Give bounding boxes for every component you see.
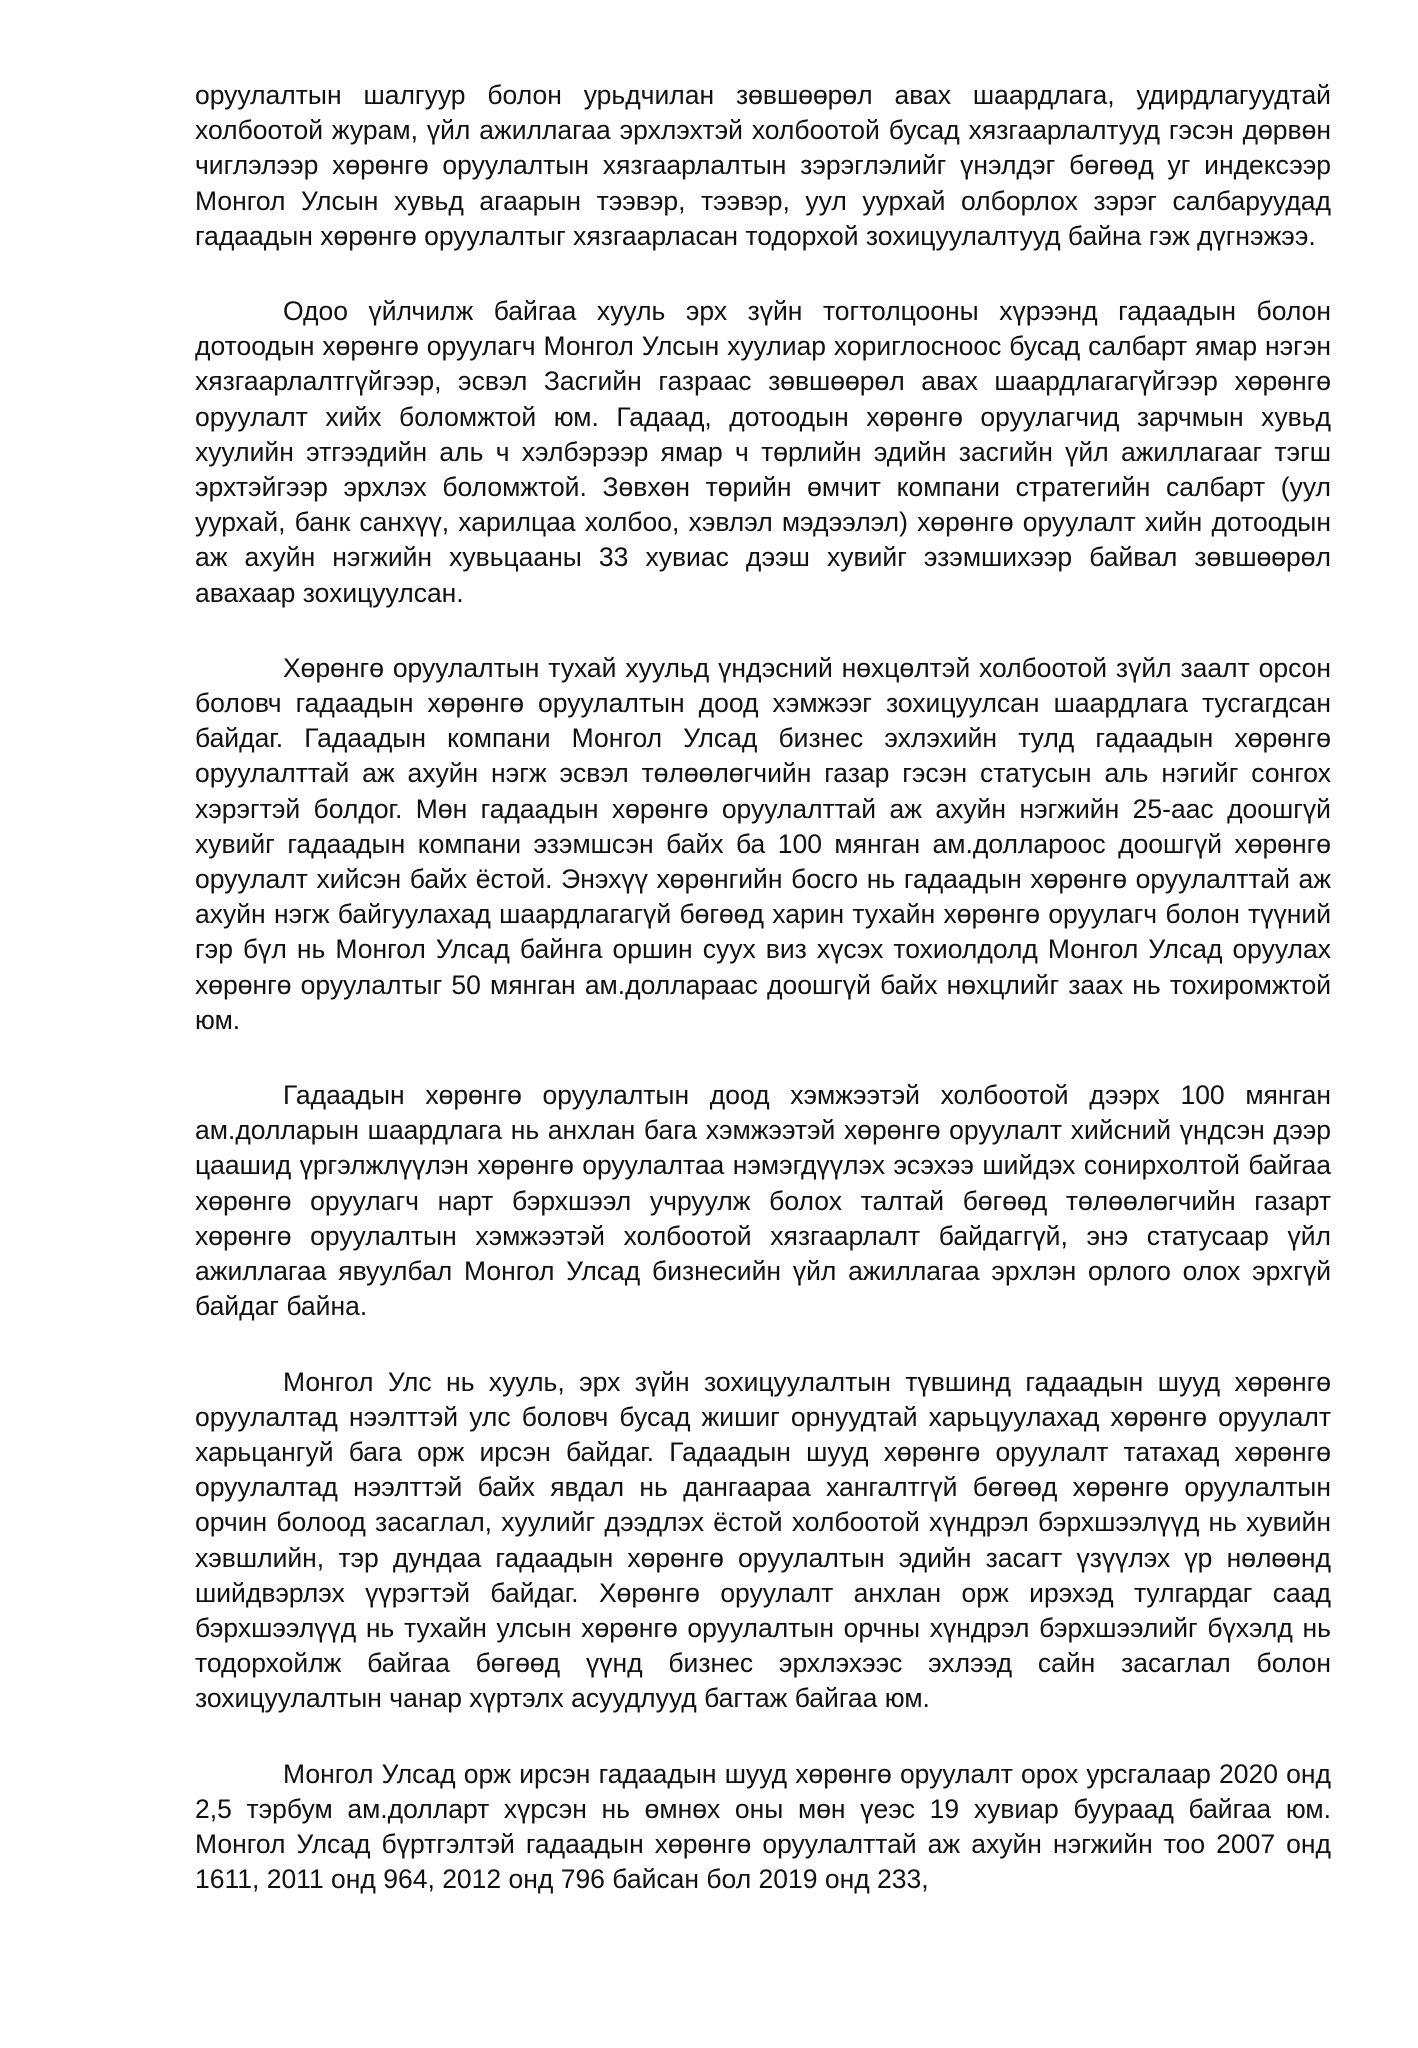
paragraph-1: оруулалтын шалгуур болон урьдчилан зөвшөөрөл авах шаардлага, удирдлагуудтай холбоотой журам, үйл ажиллагаа эрхлэхтэй холбоотой бусад хязгаарлалтууд гэсэн дөрвөн чиглэлээр хөрөнгө оруулалтын хязгаарлалтын зэрэглэлийг үнэлдэг бөгөөд уг индексээр Монгол Улсын хувьд агаарын тээвэр, тээвэр, уул уурхай олборлох зэрэг салбаруудад гадаадын хөрөнгө оруулалтыг хязгаарласан тодорхой зохицуулалтууд байна гэж дүгнэжээ.	[195, 80, 1331, 251]
paragraph-3: Хөрөнгө оруулалтын тухай хуульд үндэсний нөхцөлтэй холбоотой зүйл заалт орсон боловч гадаадын хөрөнгө оруулалтын доод хэмжээг зохицуулсан шаардлага тусгагдсан байдаг. Гадаадын компани Монгол Улсад бизнес эхлэхийн тулд гадаадын хөрөнгө оруулалттай аж ахуйн нэгж эсвэл төлөөлөгчийн газар гэсэн статусын аль нэгийг сонгох хэрэгтэй болдог. Мөн гадаадын хөрөнгө оруулалттай аж ахуйн нэгжийн 25-аас доошгүй хувийг гадаадын компани эзэмшсэн байх ба 100 мянган ам.доллароос доошгүй хөрөнгө оруулалт хийсэн байх ёстой. Энэхүү хөрөнгийн босго нь гадаадын хөрөнгө оруулалттай аж ахуйн нэгж байгуулахад шаардлагагүй бөгөөд харин тухайн хөрөнгө оруулагч болон түүний гэр бүл нь Монгол Улсад байнга оршин суух виз хүсэх тохиолдолд Монгол Улсад оруулах хөрөнгө оруулалтыг 50 мянган ам.доллараас доошгүй байх нөхцлийг заах нь тохиромжтой юм.	[195, 652, 1331, 1035]
paragraph-6: Монгол Улсад орж ирсэн гадаадын шууд хөрөнгө оруулалт орох урсгалаар 2020 онд 2,5 тэрбум ам.долларт хүрсэн нь өмнөх оны мөн үеэс 19 хувиар буураад байгаа юм. Монгол Улсад бүртгэлтэй гадаадын хөрөнгө оруулалттай аж ахуйн нэгжийн тоо 2007 онд 1611, 2011 онд 964, 2012 онд 796 байсан бол 2019 онд 233,	[195, 1758, 1331, 1895]
paragraph-4: Гадаадын хөрөнгө оруулалтын доод хэмжээтэй холбоотой дээрх 100 мянган ам.долларын шаардлага нь анхлан бага хэмжээтэй хөрөнгө оруулалт хийсний үндсэн дээр цаашид үргэлжлүүлэн хөрөнгө оруулалтаа нэмэгдүүлэх эсэхээ шийдэх сонирхолтой байгаа хөрөнгө оруулагч нарт бэрхшээл учруулж болох талтай бөгөөд төлөөлөгчийн газарт хөрөнгө оруулалтын хэмжээтэй холбоотой хязгаарлалт байдаггүй, энэ статусаар үйл ажиллагаа явуулбал Монгол Улсад бизнесийн үйл ажиллагаа эрхлэн орлого олох эрхгүй байдаг байна.	[195, 1080, 1331, 1322]
body-text	[195, 78, 1331, 1897]
paragraph-2: Одоо үйлчилж байгаа хууль эрх зүйн тогтолцооны хүрээнд гадаадын болон дотоодын хөрөнгө оруулагч Монгол Улсын хуулиар хориглосноос бусад салбарт ямар нэгэн хязгаарлалтгүйгээр, эсвэл Засгийн газраас зөвшөөрөл авах шаардлагагүйгээр хөрөнгө оруулалт хийх боломжтой юм. Гадаад, дотоодын хөрөнгө оруулагчид зарчмын хувьд хуулийн этгээдийн аль ч хэлбэрээр ямар ч төрлийн эдийн засгийн үйл ажиллагааг тэгш эрхтэйгээр эрхлэх боломжтой. Зөвхөн төрийн өмчит компани стратегийн салбарт (уул уурхай, банк санхүү, харилцаа холбоо, хэвлэл мэдээлэл) хөрөнгө оруулалт хийн дотоодын аж ахуйн нэгжийн хувьцааны 33 хувиас дээш хувийг эзэмшихээр байвал зөвшөөрөл авахаар зохицуулсан.	[195, 296, 1331, 608]
paragraph-5: Монгол Улс нь хууль, эрх зүйн зохицуулалтын түвшинд гадаадын шууд хөрөнгө оруулалтад нээлттэй улс боловч бусад жишиг орнуудтай харьцуулахад хөрөнгө оруулалт харьцангуй бага орж ирсэн байдаг. Гадаадын шууд хөрөнгө оруулалт татахад хөрөнгө оруулалтад нээлттэй байх явдал нь дангаараа хангалтгүй бөгөөд хөрөнгө оруулалтын орчин болоод засаглал, хуулийг дээдлэх ёстой холбоотой хүндрэл бэрхшээлүүд нь хувийн хэвшлийн, тэр дундаа гадаадын хөрөнгө оруулалтын эдийн засагт үзүүлэх үр нөлөөнд шийдвэрлэх үүрэгтэй байдаг. Хөрөнгө оруулалт анхлан орж ирэхэд тулгардаг саад бэрхшээлүүд нь тухайн улсын хөрөнгө оруулалтын орчны хүндрэл бэрхшээлийг бүхэлд нь тодорхойлж байгаа бөгөөд үүнд бизнес эрхлэхээс эхлээд сайн засаглал болон зохицуулалтын чанар хүртэлх асуудлууд багтаж байгаа юм.	[195, 1366, 1331, 1714]
